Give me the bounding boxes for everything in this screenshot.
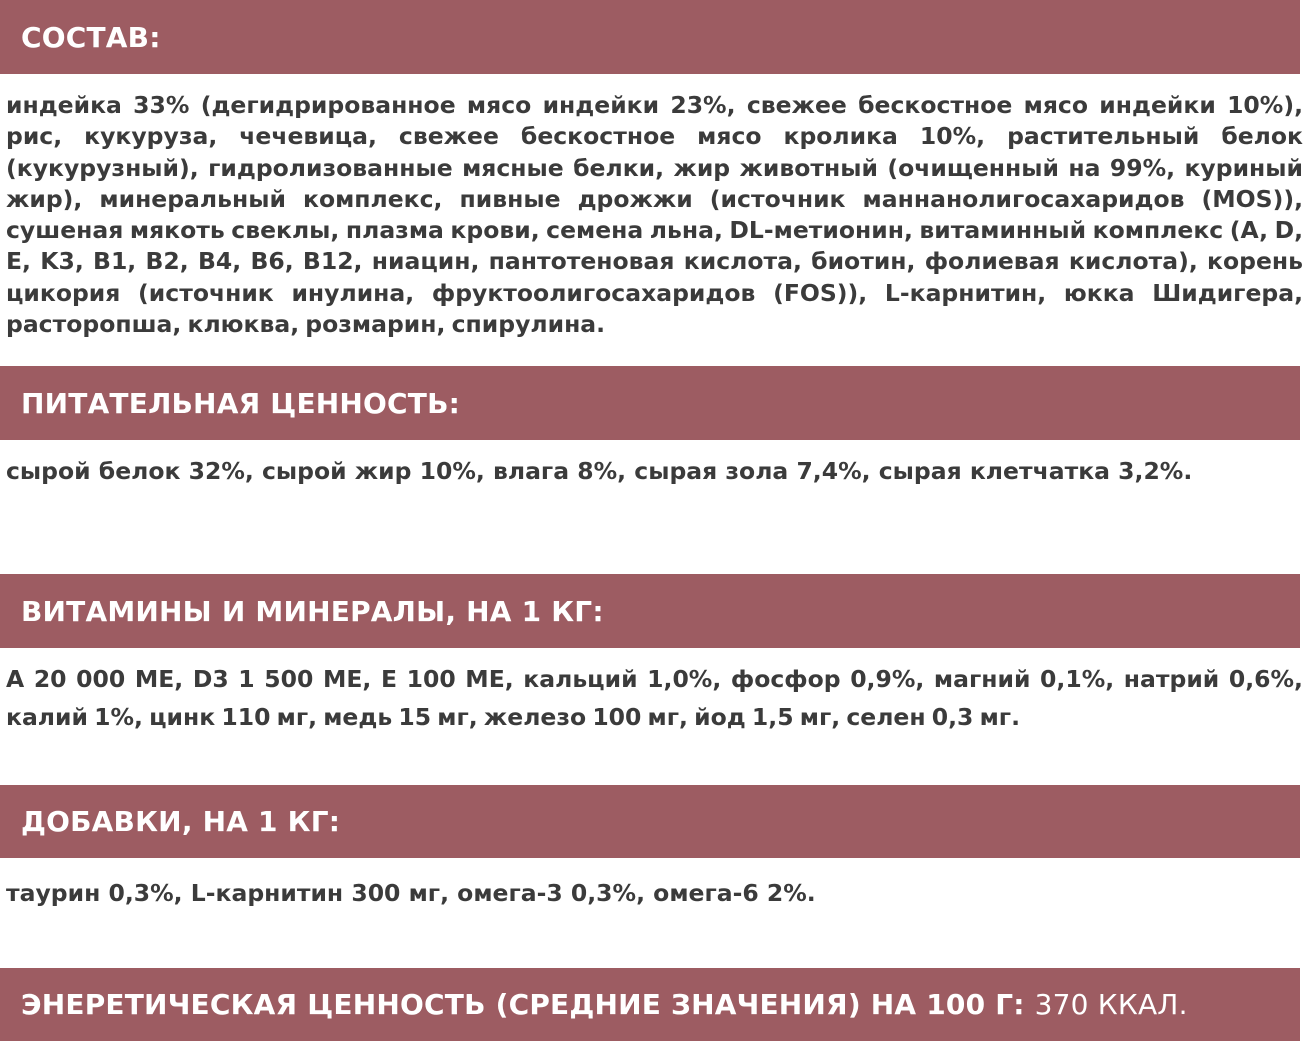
nutrition-header [0, 366, 1300, 440]
additives-text: таурин 0,3%, L-карнитин 300 мг, омега-3 0,3%, омега-6 2%. [6, 879, 816, 907]
energy-value: 370 ККАЛ. [1034, 988, 1188, 1021]
composition-header [0, 0, 1300, 74]
additives-header [0, 785, 1300, 858]
energy-header [0, 968, 1300, 1041]
nutrition-title: ПИТАТЕЛЬНАЯ ЦЕННОСТЬ: [21, 386, 461, 420]
additives-title: ДОБАВКИ, НА 1 КГ: [21, 805, 341, 838]
vitamins-text: A 20 000 МЕ, D3 1 500 МЕ, E 100 МЕ, кальций 1,0%, фосфор 0,9%, магний 0,1%, натрий 0,6%, калий 1%, цинк 110 мг, медь 15 мг, железо 100 мг, йод 1,5 мг, селен 0,3 мг. [6, 665, 1303, 731]
composition-text: индейка 33% (дегидрированное мясо индейки 23%, свежее бескостное мясо индейки 10%), рис, кукуруза, чечевица, свежее бескостное мясо кролика 10%, растительный белок (кукурузный), гидролизованные мясные белки, жир животный (очищенный на 99%, куриный жир), минеральный комплекс, пивные дрожжи (источник маннанолигосахаридов (MOS)), сушеная мякоть свеклы, плазма крови, семена льна, DL-метионин, витаминный комплекс (A, D, E, K3, B1, B2, B4, B6, B12, ниацин, пантотеновая кислота, биотин, фолиевая кислота), корень цикория (источник инулина, фруктоолигосахаридов (FOS)), L-карнитин, юкка Шидигера, расторопша, клюква, розмарин, спирулина. [6, 91, 1303, 339]
vitamins-title: ВИТАМИНЫ И МИНЕРАЛЫ, НА 1 КГ: [21, 594, 604, 628]
composition-title: СОСТАВ: [21, 20, 161, 54]
energy-title: ЭНЕРЕТИЧЕСКАЯ ЦЕННОСТЬ (СРЕДНИЕ ЗНАЧЕНИЯ) НА 100 Г: [21, 988, 1025, 1021]
vitamins-header [0, 574, 1300, 648]
nutrition-text: сырой белок 32%, сырой жир 10%, влага 8%, сырая зола 7,4%, сырая клетчатка 3,2%. [6, 457, 1193, 485]
